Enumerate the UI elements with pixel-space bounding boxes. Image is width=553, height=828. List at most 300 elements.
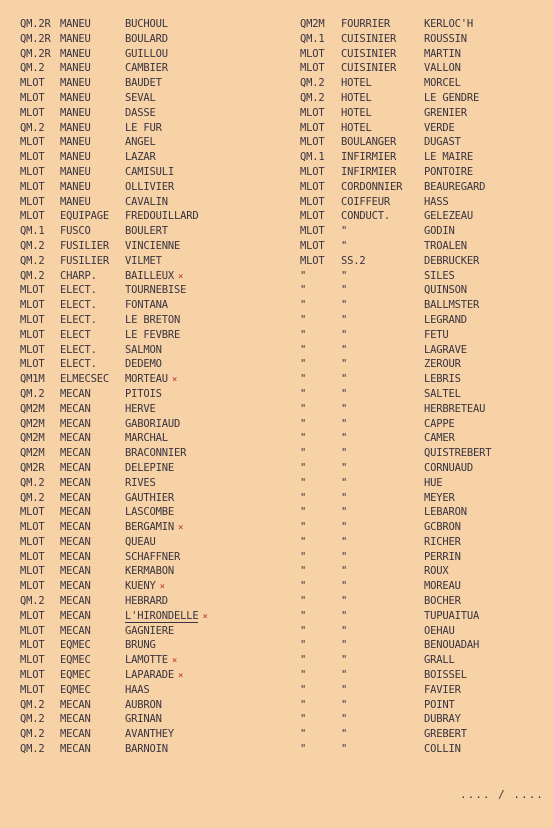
surname-text: DEBRUCKER [424,254,480,267]
specialty-cell: " [341,521,348,534]
specialty-cell: MANEU [60,151,91,164]
surname-cell [424,343,467,358]
rank-cell: MLOT [300,239,325,252]
specialty-cell: ELECT [60,328,91,341]
specialty-cell: HOTEL [341,106,372,119]
specialty-cell: " [341,343,348,356]
rank-cell: QM.2 [20,121,45,134]
specialty-cell: MECAN [60,387,91,400]
surname-text: MORCEL [424,77,461,90]
rank-cell: " [300,698,307,711]
rank-cell: QM.2 [20,254,45,267]
surname-cell [125,17,168,32]
rank-cell: MLOT [20,284,45,297]
surname-cell [125,165,174,180]
surname-cell [125,624,174,639]
rank-cell: MLOT [20,180,45,193]
surname-cell [424,180,485,195]
surname-text: SCHAFFNER [125,550,181,563]
specialty-cell: " [341,595,348,608]
specialty-cell: MECAN [60,521,91,534]
surname-cell [125,298,168,313]
surname-text: GUILLOU [125,47,168,60]
rank-cell: MLOT [20,535,45,548]
rank-cell: " [300,328,307,341]
surname-text: LEGRAND [424,313,467,326]
surname-text: LEBRIS [424,373,461,386]
rank-cell: MLOT [20,550,45,563]
rank-cell: QM.2 [20,698,45,711]
surname-text: PERRIN [424,550,461,563]
rank-cell: QM2M [20,417,45,430]
red-cross-mark: × [171,375,178,386]
rank-cell: MLOT [300,225,325,238]
rank-cell: " [300,447,307,460]
specialty-cell: EQMEC [60,683,91,696]
rank-cell: " [300,461,307,474]
rank-cell: " [300,402,307,415]
surname-text: SALTEL [424,387,461,400]
surname-text: LEBARON [424,506,467,519]
surname-cell [125,491,174,506]
surname-cell [424,328,449,343]
surname-text: MORTEAU [125,373,168,386]
specialty-cell: " [341,269,348,282]
rank-cell: MLOT [300,210,325,223]
surname-cell [424,165,473,180]
surname-cell [125,698,162,713]
specialty-cell: " [341,491,348,504]
surname-cell [424,47,461,62]
surname-cell [125,594,168,609]
rank-cell: MLOT [20,624,45,637]
rank-cell: MLOT [20,565,45,578]
rank-cell: MLOT [20,521,45,534]
surname-cell [424,254,479,269]
surname-cell [125,135,156,150]
surname-text: CAMBIER [125,62,168,75]
surname-cell [424,76,461,91]
surname-cell [125,550,180,565]
rank-cell: " [300,387,307,400]
specialty-cell: ELECT. [60,284,97,297]
specialty-cell: FUSILIER [60,239,109,252]
surname-text: VILMET [125,254,162,267]
red-cross-mark: × [171,656,178,667]
surname-cell [424,121,455,136]
surname-text: BEAUREGARD [424,180,486,193]
specialty-cell: EQUIPAGE [60,210,109,223]
surname-text: GRENIER [424,106,467,119]
surname-cell [125,446,186,461]
surname-text: VALLON [424,62,461,75]
surname-text: KERLOC'H [424,18,473,30]
surname-cell [424,269,455,284]
surname-cell [125,712,162,727]
rank-cell: " [300,595,307,608]
rank-cell: " [300,654,307,667]
surname-cell [125,195,168,210]
surname-cell [424,32,467,47]
surname-text: TOURNEBISE [125,284,187,297]
rank-cell: QM.2 [20,239,45,252]
rank-cell: " [300,417,307,430]
specialty-cell: " [341,698,348,711]
rank-cell: " [300,299,307,312]
rank-cell: " [300,432,307,445]
specialty-cell: MANEU [60,121,91,134]
surname-text: ROUX [424,565,449,578]
surname-text: QUISTREBERT [424,447,492,460]
surname-cell [424,624,455,639]
surname-cell [125,683,150,698]
surname-cell [125,180,174,195]
surname-cell [125,150,156,165]
specialty-cell: ELECT. [60,343,97,356]
rank-cell: MLOT [300,180,325,193]
surname-text: VINCIENNE [125,239,181,252]
surname-text: BOCHER [424,595,461,608]
surname-cell [125,653,177,669]
rank-cell: QM.2 [20,728,45,741]
surname-cell [125,579,165,595]
surname-text: GABORIAUD [125,417,181,430]
surname-cell [125,32,168,47]
specialty-cell: MECAN [60,491,91,504]
surname-text: COLLIN [424,743,461,756]
surname-text: LASCOMBE [125,506,174,519]
surname-text: AVANTHEY [125,728,174,741]
surname-text: KUENY [125,580,156,593]
specialty-cell: " [341,654,348,667]
surname-text: BAUDET [125,77,162,90]
rank-cell: MLOT [20,669,45,682]
specialty-cell: MANEU [60,77,91,90]
surname-text: PONTOIRE [424,165,473,178]
specialty-cell: " [341,535,348,548]
specialty-cell: " [341,713,348,726]
specialty-cell: MECAN [60,447,91,460]
specialty-cell: " [341,609,348,622]
specialty-cell: " [341,476,348,489]
surname-cell [424,17,473,32]
specialty-cell: MECAN [60,461,91,474]
surname-text: GAGNIERE [125,624,174,637]
rank-cell: MLOT [20,328,45,341]
surname-cell [424,550,461,565]
surname-text: TROALEN [424,239,467,252]
specialty-cell: MECAN [60,698,91,711]
surname-cell [424,712,461,727]
surname-cell [424,417,455,432]
rank-cell: " [300,343,307,356]
surname-text: SALMON [125,343,162,356]
surname-cell [424,698,455,713]
red-cross-mark: × [177,523,184,534]
rank-cell: " [300,624,307,637]
rank-cell: QM2M [300,18,325,30]
surname-cell [125,121,162,136]
specialty-cell: MECAN [60,565,91,578]
rank-cell: QM2M [20,432,45,445]
rank-cell: MLOT [20,683,45,696]
surname-text: DEDEMO [125,358,162,371]
surname-text: BOULERT [125,225,168,238]
rank-cell: " [300,313,307,326]
surname-text: GELEZEAU [424,210,473,223]
specialty-cell: INFIRMIER [341,151,397,164]
surname-cell [125,91,156,106]
rank-cell: MLOT [300,165,325,178]
rank-cell: MLOT [20,654,45,667]
surname-cell [125,254,162,269]
surname-cell [424,535,461,550]
rank-cell: MLOT [20,299,45,312]
rank-cell: MLOT [20,136,45,149]
rank-cell: " [300,358,307,371]
surname-text: MEYER [424,491,455,504]
rank-cell: MLOT [300,121,325,134]
specialty-cell: HOTEL [341,91,372,104]
surname-cell [125,417,180,432]
specialty-cell: BOULANGER [341,136,397,149]
surname-cell [424,461,473,476]
surname-text: HASS [424,195,449,208]
surname-text: BALLMSTER [424,299,480,312]
specialty-cell: MANEU [60,47,91,60]
surname-text: KERMABON [125,565,174,578]
surname-cell [125,668,183,684]
rank-cell: QM.2 [300,91,325,104]
specialty-cell: EQMEC [60,669,91,682]
surname-cell [125,535,156,550]
rank-cell: " [300,565,307,578]
surname-text: DASSE [125,106,156,119]
surname-cell [125,106,156,121]
surname-text: HEBRARD [125,595,168,608]
specialty-cell: MECAN [60,476,91,489]
specialty-cell: CUISINIER [341,47,397,60]
specialty-cell: HOTEL [341,77,372,90]
surname-cell [125,343,162,358]
surname-cell [125,387,162,402]
surname-text: RICHER [424,535,461,548]
surname-text: CAVALIN [125,195,168,208]
surname-cell [125,209,198,224]
surname-cell [125,431,168,446]
surname-cell [125,727,174,742]
surname-text: TUPUAITUA [424,609,480,622]
surname-text: GAUTHIER [125,491,174,504]
specialty-cell: MECAN [60,624,91,637]
rank-cell: QM.1 [300,32,325,45]
surname-text: FONTANA [125,299,168,312]
specialty-cell: MECAN [60,728,91,741]
surname-text: OLLIVIER [125,180,174,193]
surname-text: GREBERT [424,728,467,741]
surname-text: LAZAR [125,151,156,164]
surname-text: CAMER [424,432,455,445]
specialty-cell: EQMEC [60,639,91,652]
specialty-cell: " [341,580,348,593]
surname-text: PITOIS [125,387,162,400]
surname-cell [424,224,455,239]
rank-cell: MLOT [20,210,45,223]
specialty-cell: " [341,328,348,341]
rank-cell: MLOT [20,77,45,90]
surname-cell [125,609,208,625]
surname-cell [125,505,174,520]
rank-cell: " [300,609,307,622]
rank-cell: QM.2R [20,18,51,30]
rank-cell: MLOT [20,91,45,104]
rank-cell: QM.2 [20,595,45,608]
surname-text: LE GENDRE [424,91,480,104]
specialty-cell: ELECT. [60,299,97,312]
rank-cell: QM.1 [20,225,45,238]
surname-text: MARCHAL [125,432,168,445]
surname-text: GRALL [424,654,455,667]
specialty-cell: " [341,299,348,312]
surname-cell [424,446,491,461]
specialty-cell: SS.2 [341,254,366,267]
surname-text: FETU [424,328,449,341]
surname-cell [424,239,467,254]
surname-text: GRINAN [125,713,162,726]
surname-cell [424,609,479,624]
specialty-cell: MECAN [60,550,91,563]
surname-text: BAILLEUX [125,269,174,282]
specialty-cell: " [341,624,348,637]
surname-cell [424,209,473,224]
rank-cell: MLOT [20,609,45,622]
surname-cell [424,91,479,106]
surname-cell [125,372,177,388]
surname-cell [424,505,467,520]
surname-text: LAGRAVE [424,343,467,356]
specialty-cell: INFIRMIER [341,165,397,178]
rank-cell: MLOT [20,639,45,652]
specialty-cell: MANEU [60,18,91,30]
rank-cell: QM2M [20,447,45,460]
specialty-cell: CUISINIER [341,62,397,75]
surname-cell [424,150,473,165]
rank-cell: MLOT [20,343,45,356]
rank-cell: QM.2 [20,743,45,756]
specialty-cell: MECAN [60,535,91,548]
specialty-cell: " [341,506,348,519]
rank-cell: QM.1 [300,151,325,164]
surname-cell [125,402,156,417]
specialty-cell: " [341,728,348,741]
rank-cell: MLOT [20,580,45,593]
specialty-cell: MANEU [60,180,91,193]
rank-cell: MLOT [20,106,45,119]
specialty-cell: " [341,387,348,400]
rank-cell: QM.2 [20,269,45,282]
continuation-marker: .... / .... [460,788,544,801]
rank-cell: QM2M [20,402,45,415]
specialty-cell: MECAN [60,595,91,608]
surname-text: SEVAL [125,91,156,104]
surname-cell [424,195,449,210]
rank-cell: QM1M [20,373,45,386]
surname-cell [424,668,467,683]
specialty-cell: " [341,461,348,474]
surname-text: LE BRETON [125,313,181,326]
rank-cell: QM.2 [20,62,45,75]
surname-cell [424,402,485,417]
surname-text: POINT [424,698,455,711]
surname-text: ROUSSIN [424,32,467,45]
surname-text: AUBRON [125,698,162,711]
specialty-cell: ELECT. [60,358,97,371]
specialty-cell: MANEU [60,195,91,208]
specialty-cell: FOURRIER [341,18,390,30]
rank-cell: " [300,284,307,297]
specialty-cell: CORDONNIER [341,180,403,193]
surname-cell [125,239,180,254]
surname-cell [125,76,162,91]
specialty-cell: " [341,639,348,652]
rank-cell: " [300,506,307,519]
surname-text: BOISSEL [424,669,467,682]
specialty-cell: " [341,417,348,430]
specialty-cell: MECAN [60,506,91,519]
rank-cell: " [300,521,307,534]
rank-cell: " [300,669,307,682]
surname-text: FAVIER [424,683,461,696]
specialty-cell: " [341,313,348,326]
specialty-cell: MECAN [60,580,91,593]
specialty-cell: COIFFEUR [341,195,390,208]
rank-cell: MLOT [20,151,45,164]
specialty-cell: " [341,550,348,563]
surname-cell [424,387,461,402]
rank-cell: QM.2R [20,47,51,60]
specialty-cell: MECAN [60,402,91,415]
specialty-cell: " [341,225,348,238]
surname-cell [125,47,168,62]
surname-text: LAMOTTE [125,654,168,667]
specialty-cell: " [341,358,348,371]
red-cross-mark: × [177,271,184,282]
rank-cell: MLOT [20,358,45,371]
specialty-cell: EQMEC [60,654,91,667]
rank-cell: MLOT [300,106,325,119]
specialty-cell: MANEU [60,106,91,119]
surname-text: DUBRAY [424,713,461,726]
specialty-cell: " [341,447,348,460]
specialty-cell: " [341,402,348,415]
specialty-cell: ELMECSEC [60,373,109,386]
surname-cell [125,476,156,491]
specialty-cell: " [341,565,348,578]
surname-cell [424,476,442,491]
surname-text: BRACONNIER [125,447,187,460]
specialty-cell: HOTEL [341,121,372,134]
surname-cell [125,224,168,239]
surname-cell [424,653,455,668]
red-cross-mark: × [159,582,165,593]
surname-cell [424,683,461,698]
surname-text: LE FEVBRE [125,328,181,341]
specialty-cell: MANEU [60,32,91,45]
surname-cell [424,491,455,506]
rank-cell: MLOT [20,313,45,326]
specialty-cell: MANEU [60,136,91,149]
specialty-cell: " [341,373,348,386]
